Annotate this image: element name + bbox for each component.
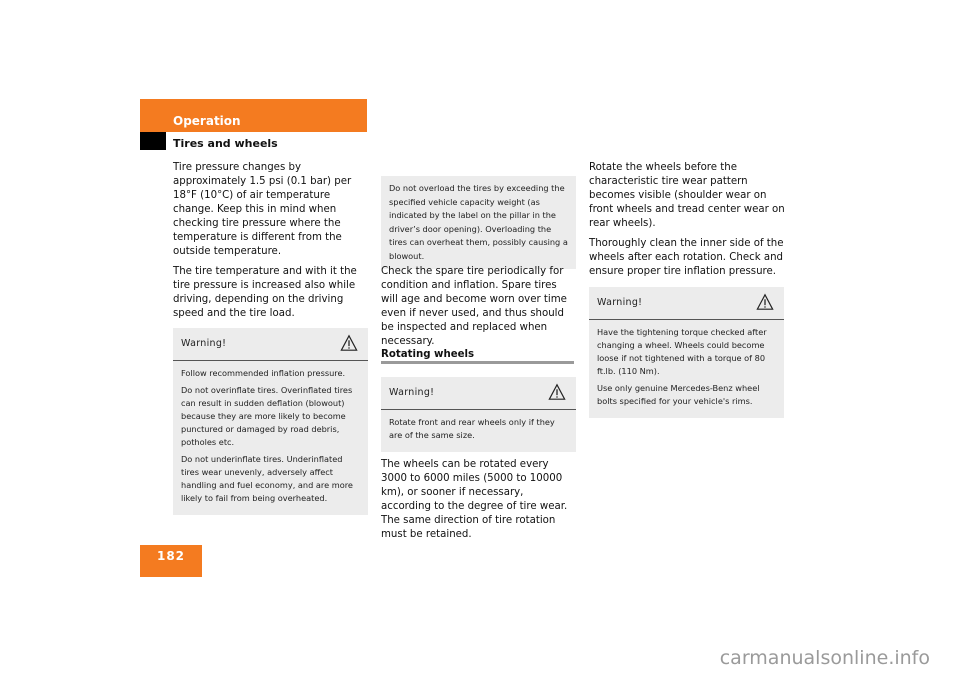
column-1 [173,161,369,327]
paragraph: Check the spare tire periodically for condition and inflation. Spare tires will age and become worn over time even if never used, and thus should be inspected and replaced when necessary. [381,266,567,347]
warning-label: Warning! [181,338,227,349]
heading-rotating-wheels: Rotating wheels [381,349,475,360]
warning-header [589,287,784,320]
note-text: Do not overload the tires by exceeding the specified vehicle capacity weight (as indicated by the label on the pillar in the driver’s door opening). Overloading the tires can overheat them, possibly causing a blowout. [389,183,568,261]
warning-text: Rotate front and rear wheels only if they are of the same size. [389,417,555,440]
warning-triangle-icon [548,383,566,401]
column-2-bottom [381,458,576,548]
warning-triangle-icon [756,293,774,311]
subsection-title: Tires and wheels [173,137,278,150]
warning-text: Do not underinflate tires. Underinflated tires wear unevenly, adversely affect handling and fuel economy, and are more likely to fail from being overheated. [181,454,353,503]
section-tab-marker [140,132,166,150]
paragraph: Rotate the wheels before the characteristic tire wear pattern becomes visible (shoulder wear on front wheels and tread center wear on rear wheels). [589,162,785,229]
warning-label: Warning! [597,297,643,308]
paragraph: Thoroughly clean the inner side of the wheels after each rotation. Check and ensure proper tire inflation pressure. [589,238,784,277]
warning-triangle-icon [340,334,358,352]
page-number: 182 [156,549,186,563]
overload-note-box [381,176,576,269]
watermark: carmanualsonline.info [719,647,930,669]
paragraph: Tire pressure changes by approximately 1.5 psi (0.1 bar) per 18°F (10°C) of air temperature change. Keep this in mind when checking tire pressure where the temperature is different from the outside temperature. [173,162,352,257]
column-3 [589,161,785,285]
warning-header [173,328,368,361]
warning-box-rotation [381,377,576,452]
column-2 [381,265,576,355]
warning-text: Have the tightening torque checked after changing a wheel. Wheels could become loose if not tightened with a torque of 80 ft.lb. (110 Nm). [597,327,767,376]
warning-text: Follow recommended inflation pressure. [181,368,346,378]
paragraph: The wheels can be rotated every 3000 to 6000 miles (5000 to 10000 km), or sooner if necessary, according to the degree of tire wear. The same direction of tire rotation must be retained. [381,459,568,540]
warning-label: Warning! [389,387,435,398]
section-title: Operation [173,114,241,128]
warning-text: Do not overinflate tires. Overinflated tires can result in sudden deflation (blowout) because they are more likely to become punctured or damaged by road debris, potholes etc. [181,385,353,447]
page-number-box [140,545,202,577]
warning-box-inflation [173,328,368,515]
warning-box-torque [589,287,784,418]
paragraph: The tire temperature and with it the tire pressure is increased also while driving, depending on the driving speed and the tire load. [173,266,357,319]
heading-rule [381,361,574,364]
warning-header [381,377,576,410]
warning-text: Use only genuine Mercedes-Benz wheel bolts specified for your vehicle's rims. [597,383,760,406]
